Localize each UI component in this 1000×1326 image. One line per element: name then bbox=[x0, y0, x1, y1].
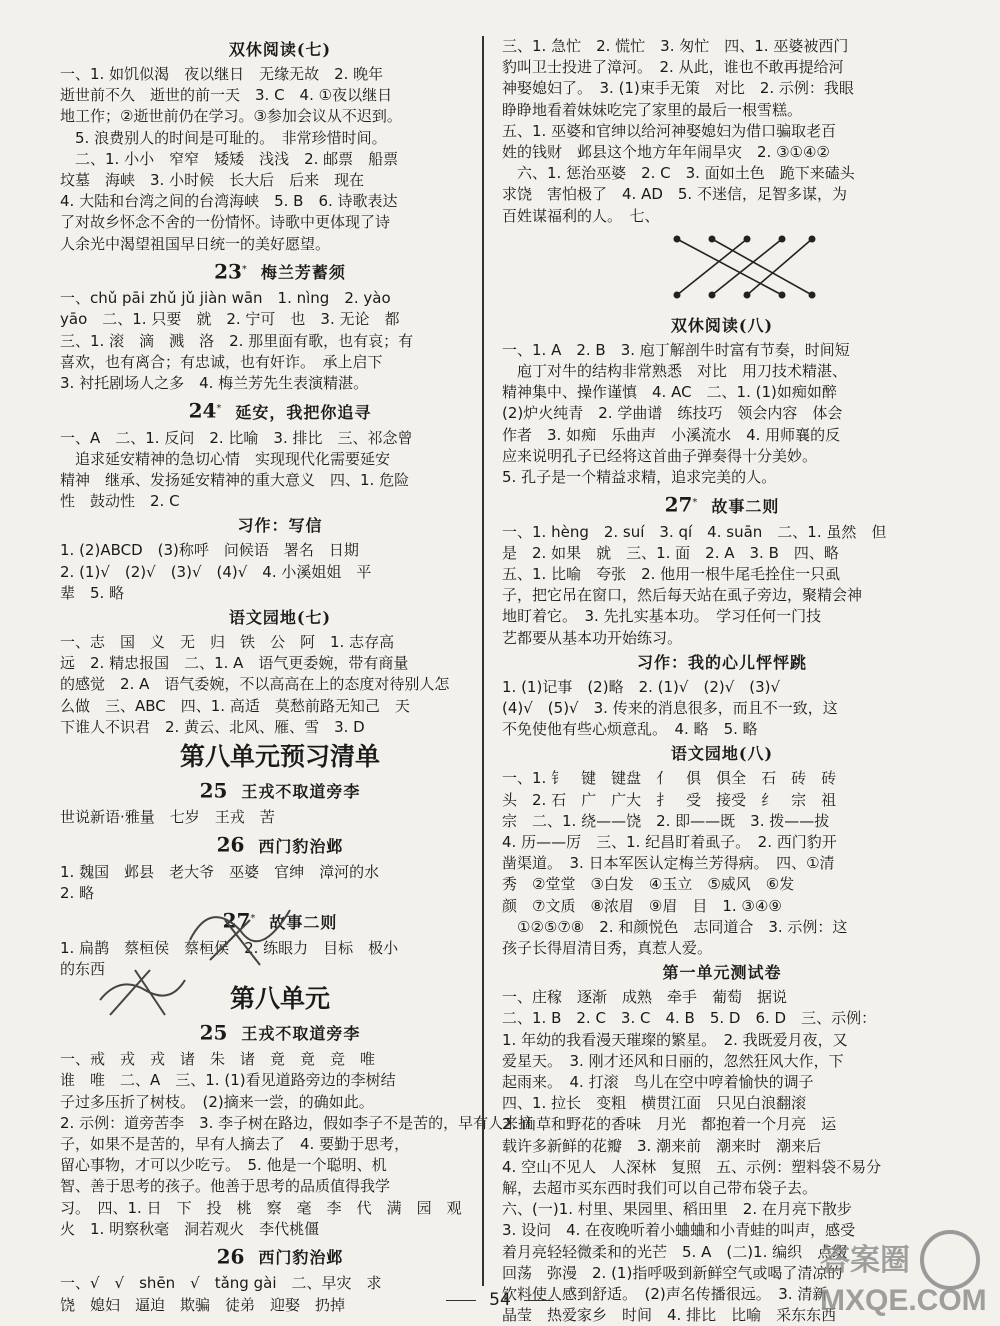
matching-dot-bottom bbox=[709, 291, 716, 298]
answer-line: 解，去超市买东西时我们可以自己带布袋子去。 bbox=[502, 1179, 818, 1198]
answer-line: 4. 空山不见人 人深林 复照 五、示例：塑料袋不易分 bbox=[502, 1157, 882, 1176]
answer-line: 不免使他有些心烦意乱。 4. 略 5. 略 bbox=[502, 720, 758, 739]
answer-line: 追求延安精神的急切心情 实现现代化需要延安 bbox=[60, 449, 391, 468]
matching-line bbox=[677, 239, 782, 295]
answer-line: 凿渠道。 3. 日本军医认定梅兰芳得病。 四、①清 bbox=[502, 854, 835, 873]
answer-line: 2. 略 bbox=[60, 884, 95, 902]
page-number: 54 bbox=[489, 1290, 511, 1310]
lesson-star: * bbox=[250, 913, 256, 925]
answer-line: 世说新语·雅量 七岁 王戎 苦 bbox=[60, 808, 275, 827]
lesson-title: 西门豹治邺 bbox=[258, 836, 344, 856]
matching-line bbox=[747, 239, 812, 295]
answer-line: 一、1. 钅 键 键盘 亻 俱 俱全 石 砖 砖 bbox=[502, 769, 837, 788]
answer-line: 智、善于思考的孩子。他善于思考的品质值得我学 bbox=[60, 1177, 391, 1196]
answer-line: 豹叫卫士投进了漳河。 2. 从此，谁也不敢再提给河 bbox=[502, 58, 844, 77]
unit-heading: 第八单元预习清单 bbox=[179, 741, 380, 771]
lesson-heading bbox=[60, 1242, 500, 1271]
watermark-text: MXQE.COM bbox=[820, 1284, 987, 1317]
matching-dot-bottom bbox=[744, 291, 751, 298]
answer-line: 4. 大陆和台湾之间的台湾海峡 5. B 6. 诗歌表达 bbox=[60, 192, 398, 211]
answer-line: 人余光中渴望祖国早日统一的美好愿望。 bbox=[60, 234, 331, 253]
answer-line: 六、(一)1. 村里、果园里、稻田里 2. 在月亮下散步 bbox=[502, 1200, 852, 1219]
answer-line: 了对故乡怀念不舍的一份情怀。诗歌中更体现了诗 bbox=[60, 213, 391, 232]
answer-line: 远 2. 精忠报国 二、1. A 语气更委婉，带有商量 bbox=[60, 654, 409, 673]
answer-line: 地工作；②逝世前仍在学习。③参加会议从不迟到。 bbox=[60, 107, 402, 126]
section-heading: 双休阅读(八) bbox=[670, 315, 774, 335]
answer-line: 饮料使人感到舒适。 (2)声名传播很远。 3. 清新 bbox=[502, 1285, 828, 1304]
lesson-number: 25 bbox=[199, 778, 228, 803]
answer-line: 子过多压折了树枝。 (2)摘来一尝，的确如此。 bbox=[60, 1092, 374, 1111]
answer-line: 下谁人不识君 2. 黄云、北风、雁、雪 3. D bbox=[60, 717, 365, 736]
answer-line: (4)√ (5)√ 3. 传来的消息很多，而且不一致，这 bbox=[502, 699, 838, 717]
lesson-heading bbox=[60, 1018, 500, 1047]
answer-line: 2. (1)√ (2)√ (3)√ (4)√ 4. 小溪姐姐 平 bbox=[60, 562, 372, 581]
answer-line: 精神 继承、发扬延安精神的重大意义 四、1. 危险 bbox=[60, 470, 410, 489]
lesson-number: 23 bbox=[214, 259, 242, 284]
answer-line: 五、1. 比喻 夸张 2. 他用一根牛尾毛拴住一只虱 bbox=[502, 564, 841, 583]
answer-line: 1. (2)ABCD (3)称呼 问候语 署名 日期 bbox=[60, 541, 359, 560]
section-heading: 习作：写信 bbox=[237, 516, 323, 536]
answer-line: 辈 5. 略 bbox=[60, 583, 125, 602]
right-column bbox=[502, 36, 942, 1326]
matching-dot-bottom bbox=[779, 291, 786, 298]
lesson-heading bbox=[502, 490, 942, 519]
watermark-badge: 答案圈 bbox=[820, 1244, 910, 1277]
lesson-number: 24 bbox=[188, 398, 217, 423]
lesson-star: * bbox=[692, 497, 698, 509]
answer-line: 庖丁对牛的结构非常熟悉 对比 用刀技术精湛、 bbox=[502, 362, 848, 381]
answer-line: (2)炉火纯青 2. 学曲谱 练技巧 领会内容 体会 bbox=[502, 404, 843, 423]
answer-line: 喜欢，也有离合；有忠诚，也有奸诈。 承上启下 bbox=[60, 352, 383, 371]
answer-line: 谁 唯 二、A 三、1. (1)看见道路旁边的李树结 bbox=[60, 1071, 396, 1090]
matching-dot-top bbox=[709, 235, 716, 242]
lesson-heading bbox=[60, 830, 500, 859]
matching-dot-top bbox=[674, 235, 681, 242]
answer-line: 宗 二、1. 绕——饶 2. 即——既 3. 拨——拔 bbox=[502, 811, 830, 830]
answer-line: 的感觉 2. A 语气委婉，不以高高在上的态度对待别人怎 bbox=[60, 675, 450, 694]
lesson-title: 西门豹治邺 bbox=[258, 1248, 344, 1268]
answer-line: 六、1. 惩治巫婆 2. C 3. 面如土色 跪下来磕头 bbox=[502, 164, 855, 183]
answer-line: 精神集中、操作谨慎 4. AC 二、1. (1)如痴如醉 bbox=[502, 383, 837, 402]
answer-line: 1. 扁鹊 蔡桓侯 蔡桓侯 2. 练眼力 目标 极小 bbox=[60, 938, 399, 957]
answer-line: 二、1. B 2. C 3. C 4. B 5. D 6. D 三、示例： bbox=[502, 1009, 877, 1028]
matching-line bbox=[677, 239, 747, 295]
answer-line: 姓的钱财 邺县这个地方年年闹旱灾 2. ③①④② bbox=[502, 143, 830, 162]
lesson-number: 25 bbox=[199, 1020, 228, 1045]
answer-line: 火 1. 明察秋毫 洞若观火 李代桃僵 bbox=[60, 1219, 320, 1238]
answer-line: 一、1. hèng 2. suí 3. qí 4. suān 二、1. 虽然 但 bbox=[502, 522, 887, 541]
lesson-star: * bbox=[216, 403, 222, 415]
section-heading: 语文园地(八) bbox=[670, 744, 774, 764]
answer-line: 一、1. 如饥似渴 夜以继日 无缘无故 2. 晚年 bbox=[60, 65, 384, 83]
answer-line: 应来说明孔子已经将这首曲子弹奏得十分美妙。 bbox=[502, 446, 818, 465]
matching-dot-top bbox=[779, 235, 786, 242]
lesson-title: 故事二则 bbox=[711, 496, 780, 516]
section-heading: 双休阅读(七) bbox=[228, 40, 332, 59]
answer-line: 艺都要从基本功开始练习。 bbox=[502, 628, 683, 647]
matching-line bbox=[712, 239, 782, 295]
answer-line: 五、1. 巫婆和官绅以给河神娶媳妇为借口骗取老百 bbox=[502, 121, 837, 140]
answer-line: 三、1. 急忙 2. 慌忙 3. 匆忙 四、1. 巫婆被西门 bbox=[502, 37, 849, 55]
answer-line: 一、志 国 义 无 归 铁 公 阿 1. 志存高 bbox=[60, 632, 395, 651]
section-heading: 语文园地(七) bbox=[228, 607, 332, 627]
matching-lines-diagram bbox=[667, 231, 817, 303]
answer-line: 孩子长得眉清目秀，真惹人爱。 bbox=[502, 939, 713, 958]
lesson-number: 26 bbox=[216, 832, 245, 857]
answer-line: 习。 四、1. 日 下 投 桃 察 毫 李 代 满 园 观 bbox=[60, 1198, 462, 1217]
answer-line: 着月亮轻轻微柔和的光芒 5. A (二)1. 编织 点缀 bbox=[502, 1242, 848, 1261]
lesson-title: 故事二则 bbox=[269, 912, 338, 932]
answer-line: 4. 历——厉 三、1. 纪昌盯着虱子。 2. 西门豹开 bbox=[502, 833, 837, 852]
answer-line: 起雨来。 4. 打滚 鸟儿在空中哼着愉快的调子 bbox=[502, 1073, 814, 1092]
answer-line: 求饶 害怕极了 4. AD 5. 不迷信，足智多谋，为 bbox=[502, 185, 847, 204]
answer-line: 1. 年幼的我看漫天璀璨的繁星。 2. 我既爱月夜，又 bbox=[502, 1030, 848, 1049]
answer-line: 神娶媳妇了。 3. (1)束手无策 对比 2. 示例：我眼 bbox=[502, 79, 854, 98]
answer-line: 一、戒 戎 戎 诸 朱 诸 竟 竟 竞 唯 bbox=[60, 1050, 376, 1069]
answer-line: 1. 魏国 邺县 老大爷 巫婆 官绅 漳河的水 bbox=[60, 862, 380, 881]
matching-line bbox=[712, 239, 812, 295]
answer-line: 坟墓 海峡 3. 小时候 长大后 后来 现在 bbox=[60, 171, 365, 190]
answer-line: 颜 ⑦文质 ⑧浓眉 ⑨眉 目 1. ③④⑨ bbox=[502, 896, 782, 915]
page-footer bbox=[0, 1288, 1000, 1312]
answer-line: 一、A 二、1. 反问 2. 比喻 3. 排比 三、祁念曾 bbox=[60, 428, 413, 447]
answer-line: 是 2. 如果 就 三、1. 面 2. A 3. B 四、略 bbox=[502, 543, 839, 562]
answer-line: 地盯着它。 3. 先扎实基本功。 学习任何一门技 bbox=[502, 607, 822, 626]
section-heading: 习作：我的心儿怦怦跳 bbox=[636, 652, 807, 672]
lesson-title: 王戎不取道旁李 bbox=[241, 782, 361, 802]
column-divider bbox=[482, 36, 484, 1286]
answer-line: 子，把它吊在窗口，然后每天站在虱子旁边，聚精会神 bbox=[502, 586, 863, 605]
lesson-number: 27 bbox=[664, 492, 693, 517]
answer-line: 逝世前不久 逝世的前一天 3. C 4. ①夜以继日 bbox=[60, 86, 393, 105]
answer-line: 2. 示例：道旁苦李 3. 李子树在路边，假如李子不是苦的，早有人来摘 bbox=[60, 1113, 534, 1132]
answer-line: 子，如果不是苦的，早有人摘去了 4. 要勤于思考， bbox=[60, 1135, 410, 1154]
lesson-number: 27 bbox=[222, 908, 251, 933]
answer-line: 爱星天。 3. 刚才还风和日丽的，忽然狂风大作，下 bbox=[502, 1051, 844, 1070]
answer-line: 2. 山草和野花的香味 月光 都抱着一个月亮 运 bbox=[502, 1115, 837, 1134]
lesson-number: 26 bbox=[216, 1244, 245, 1269]
answer-line: 作者 3. 如痴 乐曲声 小溪流水 4. 用师襄的反 bbox=[502, 425, 841, 444]
lesson-title: 梅兰芳蓄须 bbox=[260, 263, 346, 283]
answer-line: 百姓谋福利的人。 七、 bbox=[502, 206, 660, 225]
lesson-title: 王戎不取道旁李 bbox=[241, 1024, 361, 1044]
lesson-heading bbox=[60, 257, 500, 286]
answer-line: 四、1. 拉长 变粗 横贯江面 只见白浪翻滚 bbox=[502, 1094, 807, 1113]
answer-line: 3. 衬托剧场人之多 4. 梅兰芳先生表演精湛。 bbox=[60, 373, 369, 392]
unit-heading: 第八单元 bbox=[229, 983, 330, 1013]
answer-line: 三、1. 滚 滴 溅 洛 2. 那里面有歌，也有哀；有 bbox=[60, 331, 414, 350]
section-heading: 第一单元测试卷 bbox=[662, 963, 782, 983]
answer-line: 一、chǔ pāi zhǔ jǔ jiàn wān 1. nìng 2. yào bbox=[60, 289, 391, 308]
answer-line: 晶莹 热爱家乡 时间 4. 排比 比喻 采东东西 bbox=[502, 1306, 837, 1325]
answer-line: 回荡 弥漫 2. (1)指呼吸到新鲜空气或喝了清凉的 bbox=[502, 1263, 843, 1282]
answer-line: 饶 媳妇 逼迫 欺骗 徒弟 迎娶 扔掉 bbox=[60, 1295, 346, 1314]
answer-line: 5. 浪费别人的时间是可耻的。 非常珍惜时间。 bbox=[60, 128, 387, 147]
lesson-heading bbox=[60, 776, 500, 805]
lesson-title: 延安，我把你追寻 bbox=[235, 402, 372, 422]
lesson-star: * bbox=[241, 263, 247, 275]
answer-line: 5. 孔子是一个精益求精，追求完美的人。 bbox=[502, 468, 777, 487]
footer-dash-left bbox=[446, 1300, 476, 1301]
matching-dot-bottom bbox=[809, 291, 816, 298]
answer-line: 留心事物，才可以少吃亏。 5. 他是一个聪明、机 bbox=[60, 1156, 387, 1175]
answer-line: 载许多新鲜的花瓣 3. 潮来前 潮来时 潮来后 bbox=[502, 1136, 822, 1155]
lesson-heading bbox=[60, 906, 500, 935]
answer-line: 二、1. 小小 窄窄 矮矮 浅浅 2. 邮票 船票 bbox=[60, 149, 399, 168]
answer-line: 一、1. A 2. B 3. 庖丁解剖牛时富有节奏，时间短 bbox=[502, 340, 850, 359]
answer-line: 么做 三、ABC 四、1. 高适 莫愁前路无知己 天 bbox=[60, 696, 410, 715]
matching-dot-bottom bbox=[674, 291, 681, 298]
answer-line: 性 鼓动性 2. C bbox=[60, 492, 180, 511]
answer-line: 3. 设问 4. 在夜晚听着小蛐蛐和小青蛙的叫声，感受 bbox=[502, 1221, 856, 1240]
answer-line: 的东西 bbox=[60, 959, 106, 978]
lesson-heading bbox=[60, 396, 500, 425]
footer-dash-right bbox=[524, 1300, 554, 1301]
answer-line: 一、庄稼 逐渐 成熟 牵手 葡萄 据说 bbox=[502, 988, 788, 1007]
matching-dot-top bbox=[809, 235, 816, 242]
answer-line: yāo 二、1. 只要 就 2. 宁可 也 3. 无论 都 bbox=[60, 310, 400, 329]
answer-line: 一、√ √ shēn √ tǎng gài 二、早灾 求 bbox=[60, 1274, 382, 1293]
matching-dot-top bbox=[744, 235, 751, 242]
answer-line: 头 2. 石 广 广大 扌 受 接受 纟 宗 祖 bbox=[502, 790, 837, 809]
left-column bbox=[60, 36, 534, 1316]
answer-line: 秀 ②堂堂 ③白发 ④玉立 ⑤威风 ⑥发 bbox=[502, 875, 795, 894]
answer-line: 睁睁地看着妹妹吃完了家里的最后一根雪糕。 bbox=[502, 100, 803, 119]
answer-line: ①②⑤⑦⑧ 2. 和颜悦色 志同道合 3. 示例：这 bbox=[502, 917, 848, 936]
answer-line: 1. (1)记事 (2)略 2. (1)√ (2)√ (3)√ bbox=[502, 677, 781, 696]
